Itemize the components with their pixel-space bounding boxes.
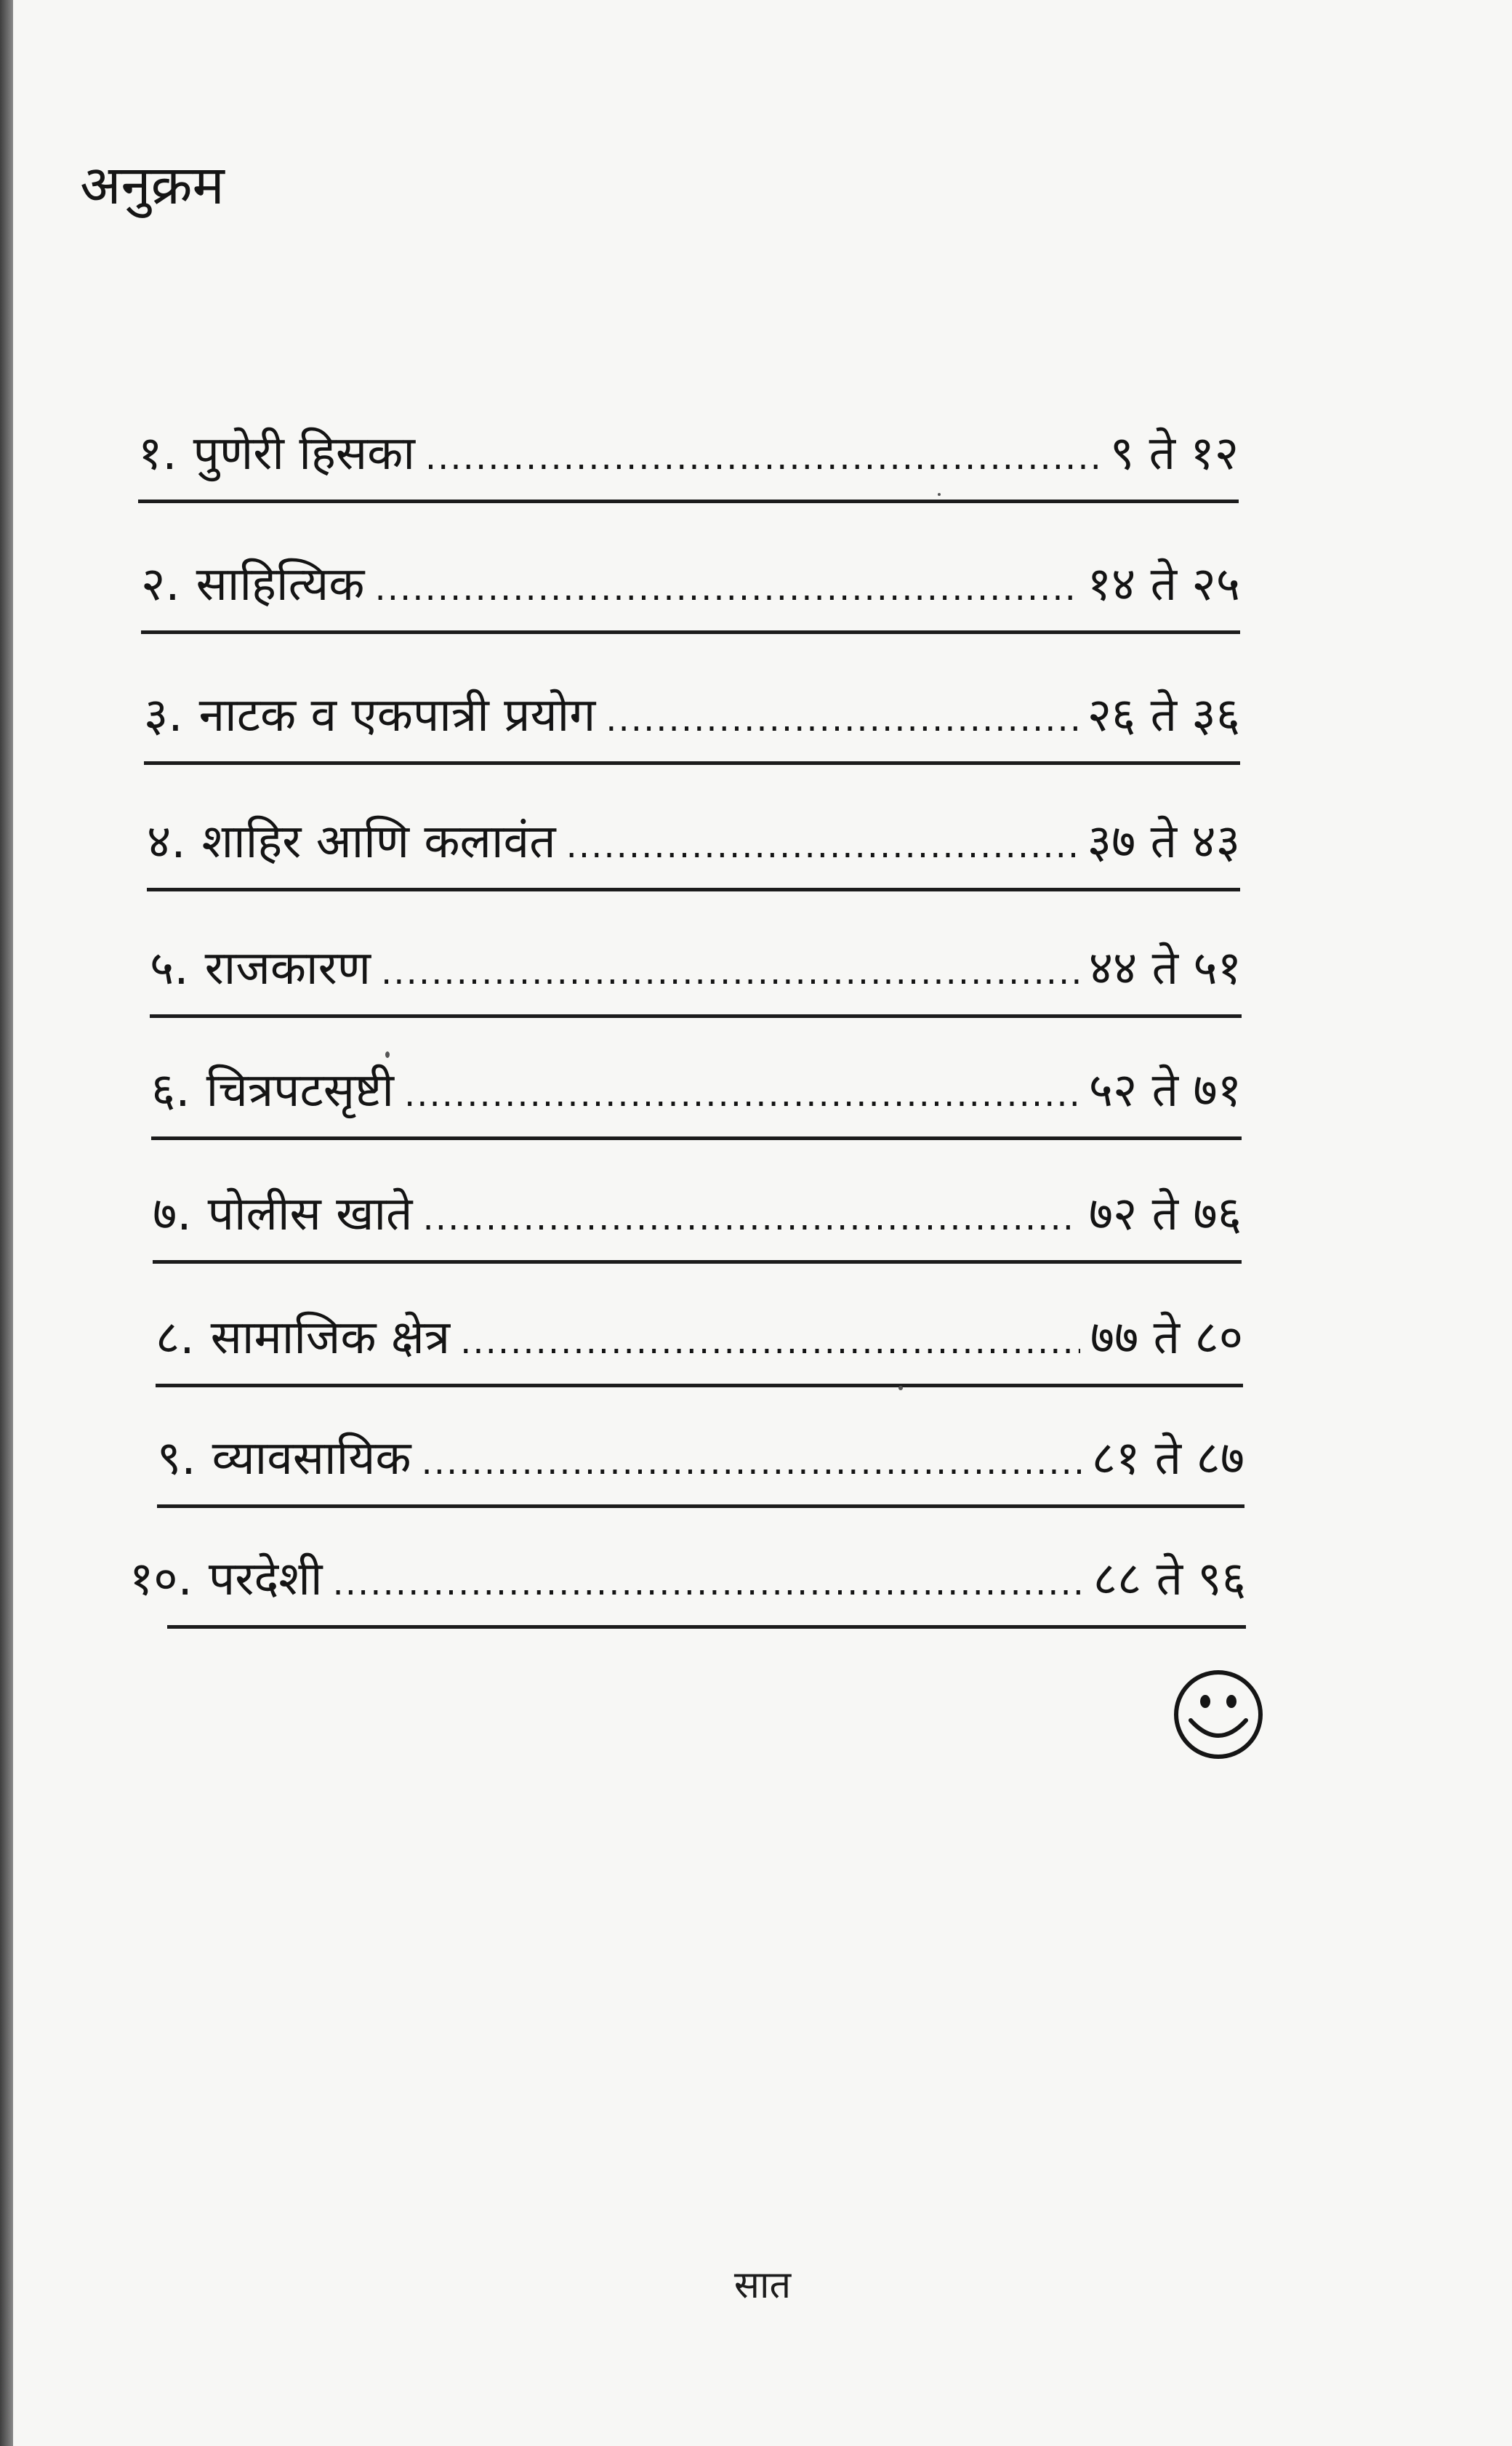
toc-entry-title: पोलीस खाते — [207, 1187, 413, 1241]
toc-entry — [147, 815, 1240, 891]
dot-leader — [421, 1442, 1081, 1483]
toc-entry-title: नाटक व एकपात्री प्रयोग — [198, 689, 596, 742]
toc-entry-title: शाहिर आणि कलावंत — [201, 815, 556, 869]
toc-entry-number: ८. — [156, 1311, 195, 1365]
toc-entry-number: ९. — [157, 1432, 196, 1485]
toc-entry-pages: ८१ ते ८७ — [1091, 1432, 1244, 1485]
toc-entry-title: राजकारण — [204, 942, 371, 995]
toc-entry-title: चित्रपटसृष्टी — [206, 1064, 394, 1118]
ink-speck — [938, 493, 941, 496]
underline-rule — [147, 888, 1240, 891]
toc-entry-number: ७. — [153, 1187, 192, 1241]
underline-rule — [141, 630, 1240, 634]
page-heading: अनुक्रम — [80, 154, 225, 217]
dot-leader — [333, 1563, 1083, 1603]
toc-entry-pages: ४४ ते ५१ — [1088, 942, 1242, 995]
toc-entry-pages: ९ ते १२ — [1109, 427, 1239, 481]
dot-leader — [381, 952, 1079, 993]
underline-rule — [157, 1504, 1244, 1508]
toc-entry — [151, 1064, 1242, 1140]
dot-leader — [374, 568, 1077, 609]
dot-leader — [425, 437, 1100, 478]
underline-rule — [138, 500, 1239, 503]
page-number: सात — [733, 2263, 792, 2307]
toc-entry-pages: ७२ ते ७६ — [1088, 1187, 1242, 1241]
toc-entry — [157, 1432, 1244, 1508]
toc-entry-pages: ५२ ते ७१ — [1088, 1064, 1242, 1118]
dot-leader — [423, 1198, 1079, 1238]
toc-entry-number: २. — [141, 558, 180, 612]
underline-rule — [144, 761, 1240, 765]
underline-rule — [153, 1260, 1242, 1264]
toc-entry-pages: ३७ ते ४३ — [1087, 815, 1240, 869]
toc-entry — [153, 1187, 1242, 1264]
toc-entry-pages: ७७ ते ८० — [1090, 1311, 1243, 1365]
underline-rule — [156, 1384, 1243, 1387]
toc-entry-title: परदेशी — [208, 1552, 323, 1606]
toc-entry-title: सामाजिक क्षेत्र — [210, 1311, 451, 1365]
toc-entry — [141, 558, 1240, 634]
toc-entry-pages: २६ ते ३६ — [1087, 689, 1240, 742]
toc-entry-number: १. — [138, 427, 177, 481]
ink-speck — [898, 1386, 903, 1390]
toc-entry — [144, 689, 1240, 765]
dot-leader — [460, 1321, 1080, 1362]
toc-entry-number: १०. — [129, 1552, 193, 1606]
toc-entry-number: ४. — [147, 815, 186, 869]
smiley-face-icon — [1169, 1665, 1268, 1764]
toc-entry-number: ५. — [150, 942, 189, 995]
ink-speck — [385, 1051, 390, 1058]
toc-entry-title: पुणेरी हिसका — [193, 427, 415, 481]
toc-entry — [129, 1552, 1246, 1629]
toc-entry-pages: १४ ते २५ — [1087, 558, 1240, 612]
toc-entry — [156, 1311, 1243, 1387]
table-of-contents — [13, 0, 1512, 1745]
dot-leader — [606, 699, 1077, 739]
page-binding-edge — [0, 0, 13, 2446]
toc-entry-title: व्यावसायिक — [212, 1432, 411, 1485]
dot-leader — [566, 825, 1077, 866]
toc-entry-number: ६. — [151, 1064, 190, 1118]
underline-rule — [151, 1136, 1242, 1140]
underline-rule — [150, 1014, 1242, 1018]
book-page — [13, 0, 1512, 2446]
toc-entry-title: साहित्यिक — [196, 558, 365, 612]
toc-entry — [150, 942, 1242, 1018]
dot-leader — [404, 1074, 1079, 1115]
toc-entry-number: ३. — [144, 689, 183, 742]
underline-rule — [167, 1625, 1246, 1629]
toc-entry-pages: ८८ ते ९६ — [1093, 1552, 1246, 1606]
toc-entry — [138, 427, 1239, 503]
